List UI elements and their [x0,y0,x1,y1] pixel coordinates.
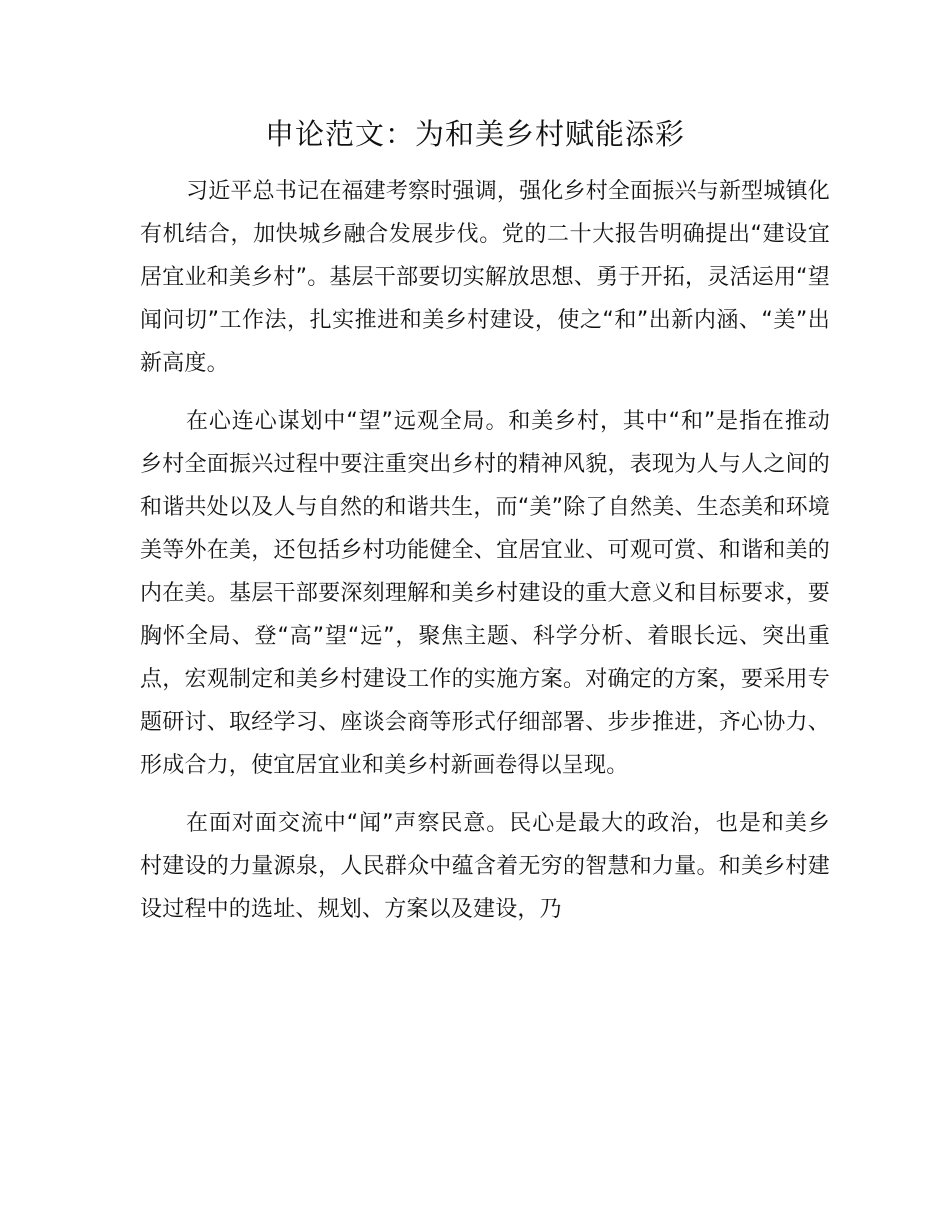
paragraph-intro: 习近平总书记在福建考察时强调，强化乡村全面振兴与新型城镇化有机结合，加快城乡融合发展步伐。党的二十大报告明确提出“建设宜居宜业和美乡村”。基层干部要切实解放思想、勇于开拓，灵活运用“望闻问切”工作法，扎实推进和美乡村建设，使之“和”出新内涵、“美”出新高度。 [140,179,830,376]
document-title: 申论范文：为和美乡村赋能添彩 [264,117,685,151]
paragraph-wen: 在面对面交流中“闻”声察民意。民心是最大的政治，也是和美乡村建设的力量源泉，人民群众中蕴含着无穷的智慧和力量。和美乡村建设过程中的选址、规划、方案以及建设，乃 [140,811,830,922]
document-body [140,170,830,946]
paragraph-wang: 在心连心谋划中“望”远观全局。和美乡村，其中“和”是指在推动乡村全面振兴过程中要注重突出乡村的精神风貌，表现为人与人之间的和谐共处以及人与自然的和谐共生，而“美”除了自然美、生态美和环境美等外在美，还包括乡村功能健全、宜居宜业、可观可赏、和谐和美的内在美。基层干部要深刻理解和美乡村建设的重大意义和目标要求，要胸怀全局、登“高”望“远”，聚焦主题、科学分析、着眼长远、突出重点，宏观制定和美乡村建设工作的实施方案。对确定的方案，要采用专题研讨、取经学习、座谈会商等形式仔细部署、步步推进，齐心协力、形成合力，使宜居宜业和美乡村新画卷得以呈现。 [140,409,830,778]
